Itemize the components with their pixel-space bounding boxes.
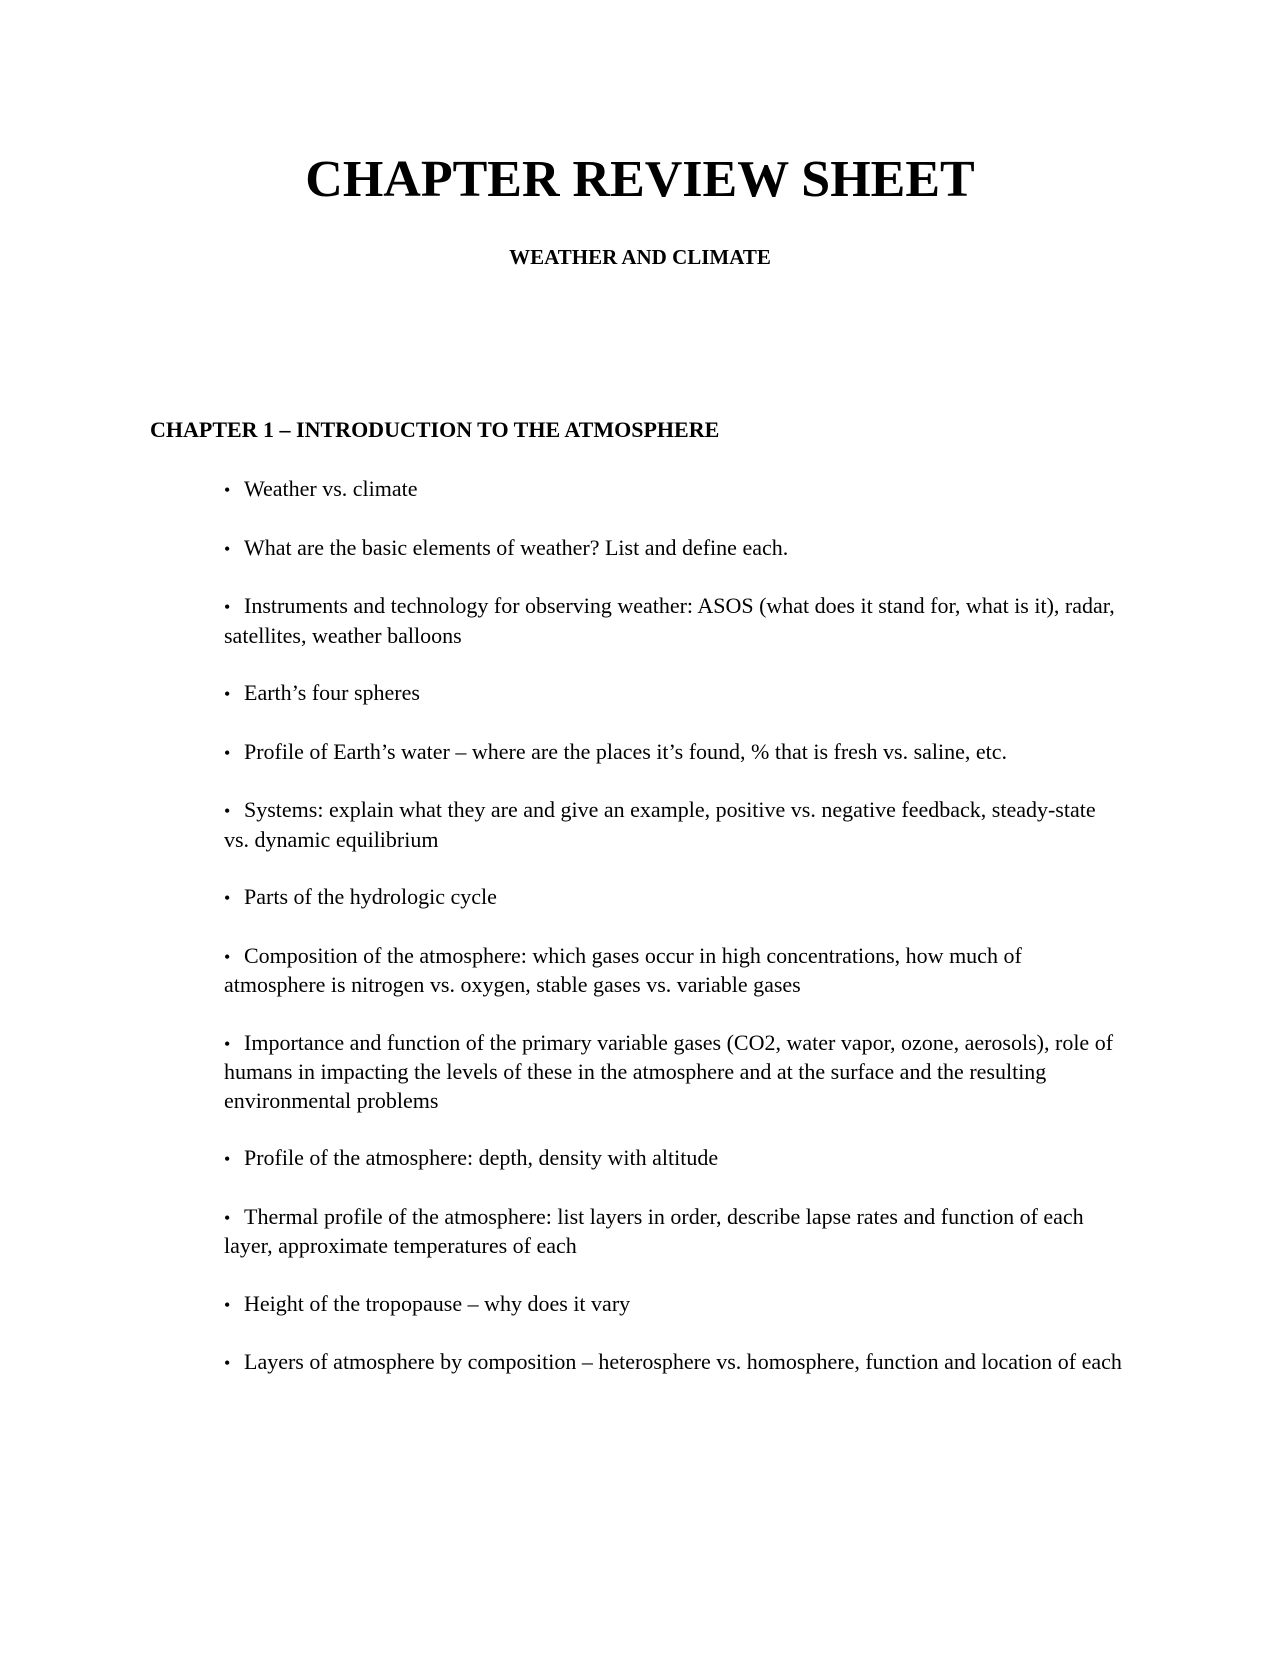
- list-item-text: Composition of the atmosphere: which gases occur in high concentrations, how much of atmosphere is nitrogen vs. oxygen, stable gases vs. variable gases: [224, 942, 1022, 997]
- list-item: [224, 883, 1124, 913]
- list-item-text: Importance and function of the primary variable gases (CO2, water vapor, ozone, aerosols), role of humans in impacting the levels of these in the atmosphere and at the surface and the resulting environmental problems: [224, 1029, 1114, 1113]
- document-title: CHAPTER REVIEW SHEET: [305, 151, 975, 208]
- list-item: [224, 592, 1124, 650]
- bullet-icon: •: [224, 742, 231, 763]
- review-list: [224, 475, 1124, 1407]
- list-item-text: Thermal profile of the atmosphere: list layers in order, describe lapse rates and function of each layer, approximate temperatures of each: [224, 1203, 1084, 1258]
- list-item: [224, 1029, 1124, 1116]
- list-item-text: Weather vs. climate: [244, 476, 418, 501]
- list-item: [224, 738, 1124, 768]
- list-item-text: Profile of Earth’s water – where are the places it’s found, % that is fresh vs. saline, etc.: [244, 738, 1008, 764]
- list-item-text: Earth’s four spheres: [244, 680, 420, 705]
- list-item: [224, 1290, 1124, 1320]
- bullet-icon: •: [224, 1149, 231, 1169]
- list-item: [224, 942, 1124, 1000]
- bullet-icon: •: [224, 888, 231, 908]
- document-subtitle: WEATHER AND CLIMATE: [509, 245, 771, 269]
- bullet-icon: •: [224, 946, 231, 967]
- list-item-text: Profile of the atmosphere: depth, density with altitude: [244, 1145, 719, 1170]
- bullet-icon: •: [224, 1294, 231, 1315]
- list-item-text: Instruments and technology for observing weather: ASOS (what does it stand for, what is it), radar, satellites, weather balloons: [224, 593, 1115, 648]
- list-item-text: Systems: explain what they are and give an example, positive vs. negative feedback, steady-state vs. dynamic equilibrium: [224, 797, 1096, 852]
- list-item-text: What are the basic elements of weather? List and define each.: [244, 534, 789, 560]
- bullet-icon: •: [224, 1033, 231, 1054]
- list-item: [224, 475, 1124, 505]
- list-item: [224, 679, 1124, 709]
- bullet-icon: •: [224, 480, 231, 500]
- bullet-icon: •: [224, 684, 231, 704]
- list-item: [224, 796, 1124, 854]
- bullet-icon: •: [224, 538, 231, 559]
- bullet-icon: •: [224, 1353, 231, 1373]
- list-item: [224, 1203, 1124, 1261]
- bullet-icon: •: [224, 597, 231, 617]
- bullet-icon: •: [224, 1207, 231, 1228]
- list-item: [224, 1348, 1124, 1378]
- list-item: [224, 1144, 1124, 1174]
- list-item-text: Parts of the hydrologic cycle: [244, 884, 497, 909]
- list-item: [224, 534, 1124, 564]
- list-item-text: Height of the tropopause – why does it vary: [244, 1290, 631, 1316]
- bullet-icon: •: [224, 801, 231, 821]
- chapter-heading: CHAPTER 1 – INTRODUCTION TO THE ATMOSPHERE: [150, 417, 720, 442]
- list-item-text: Layers of atmosphere by composition – heterosphere vs. homosphere, function and location of each: [244, 1349, 1122, 1374]
